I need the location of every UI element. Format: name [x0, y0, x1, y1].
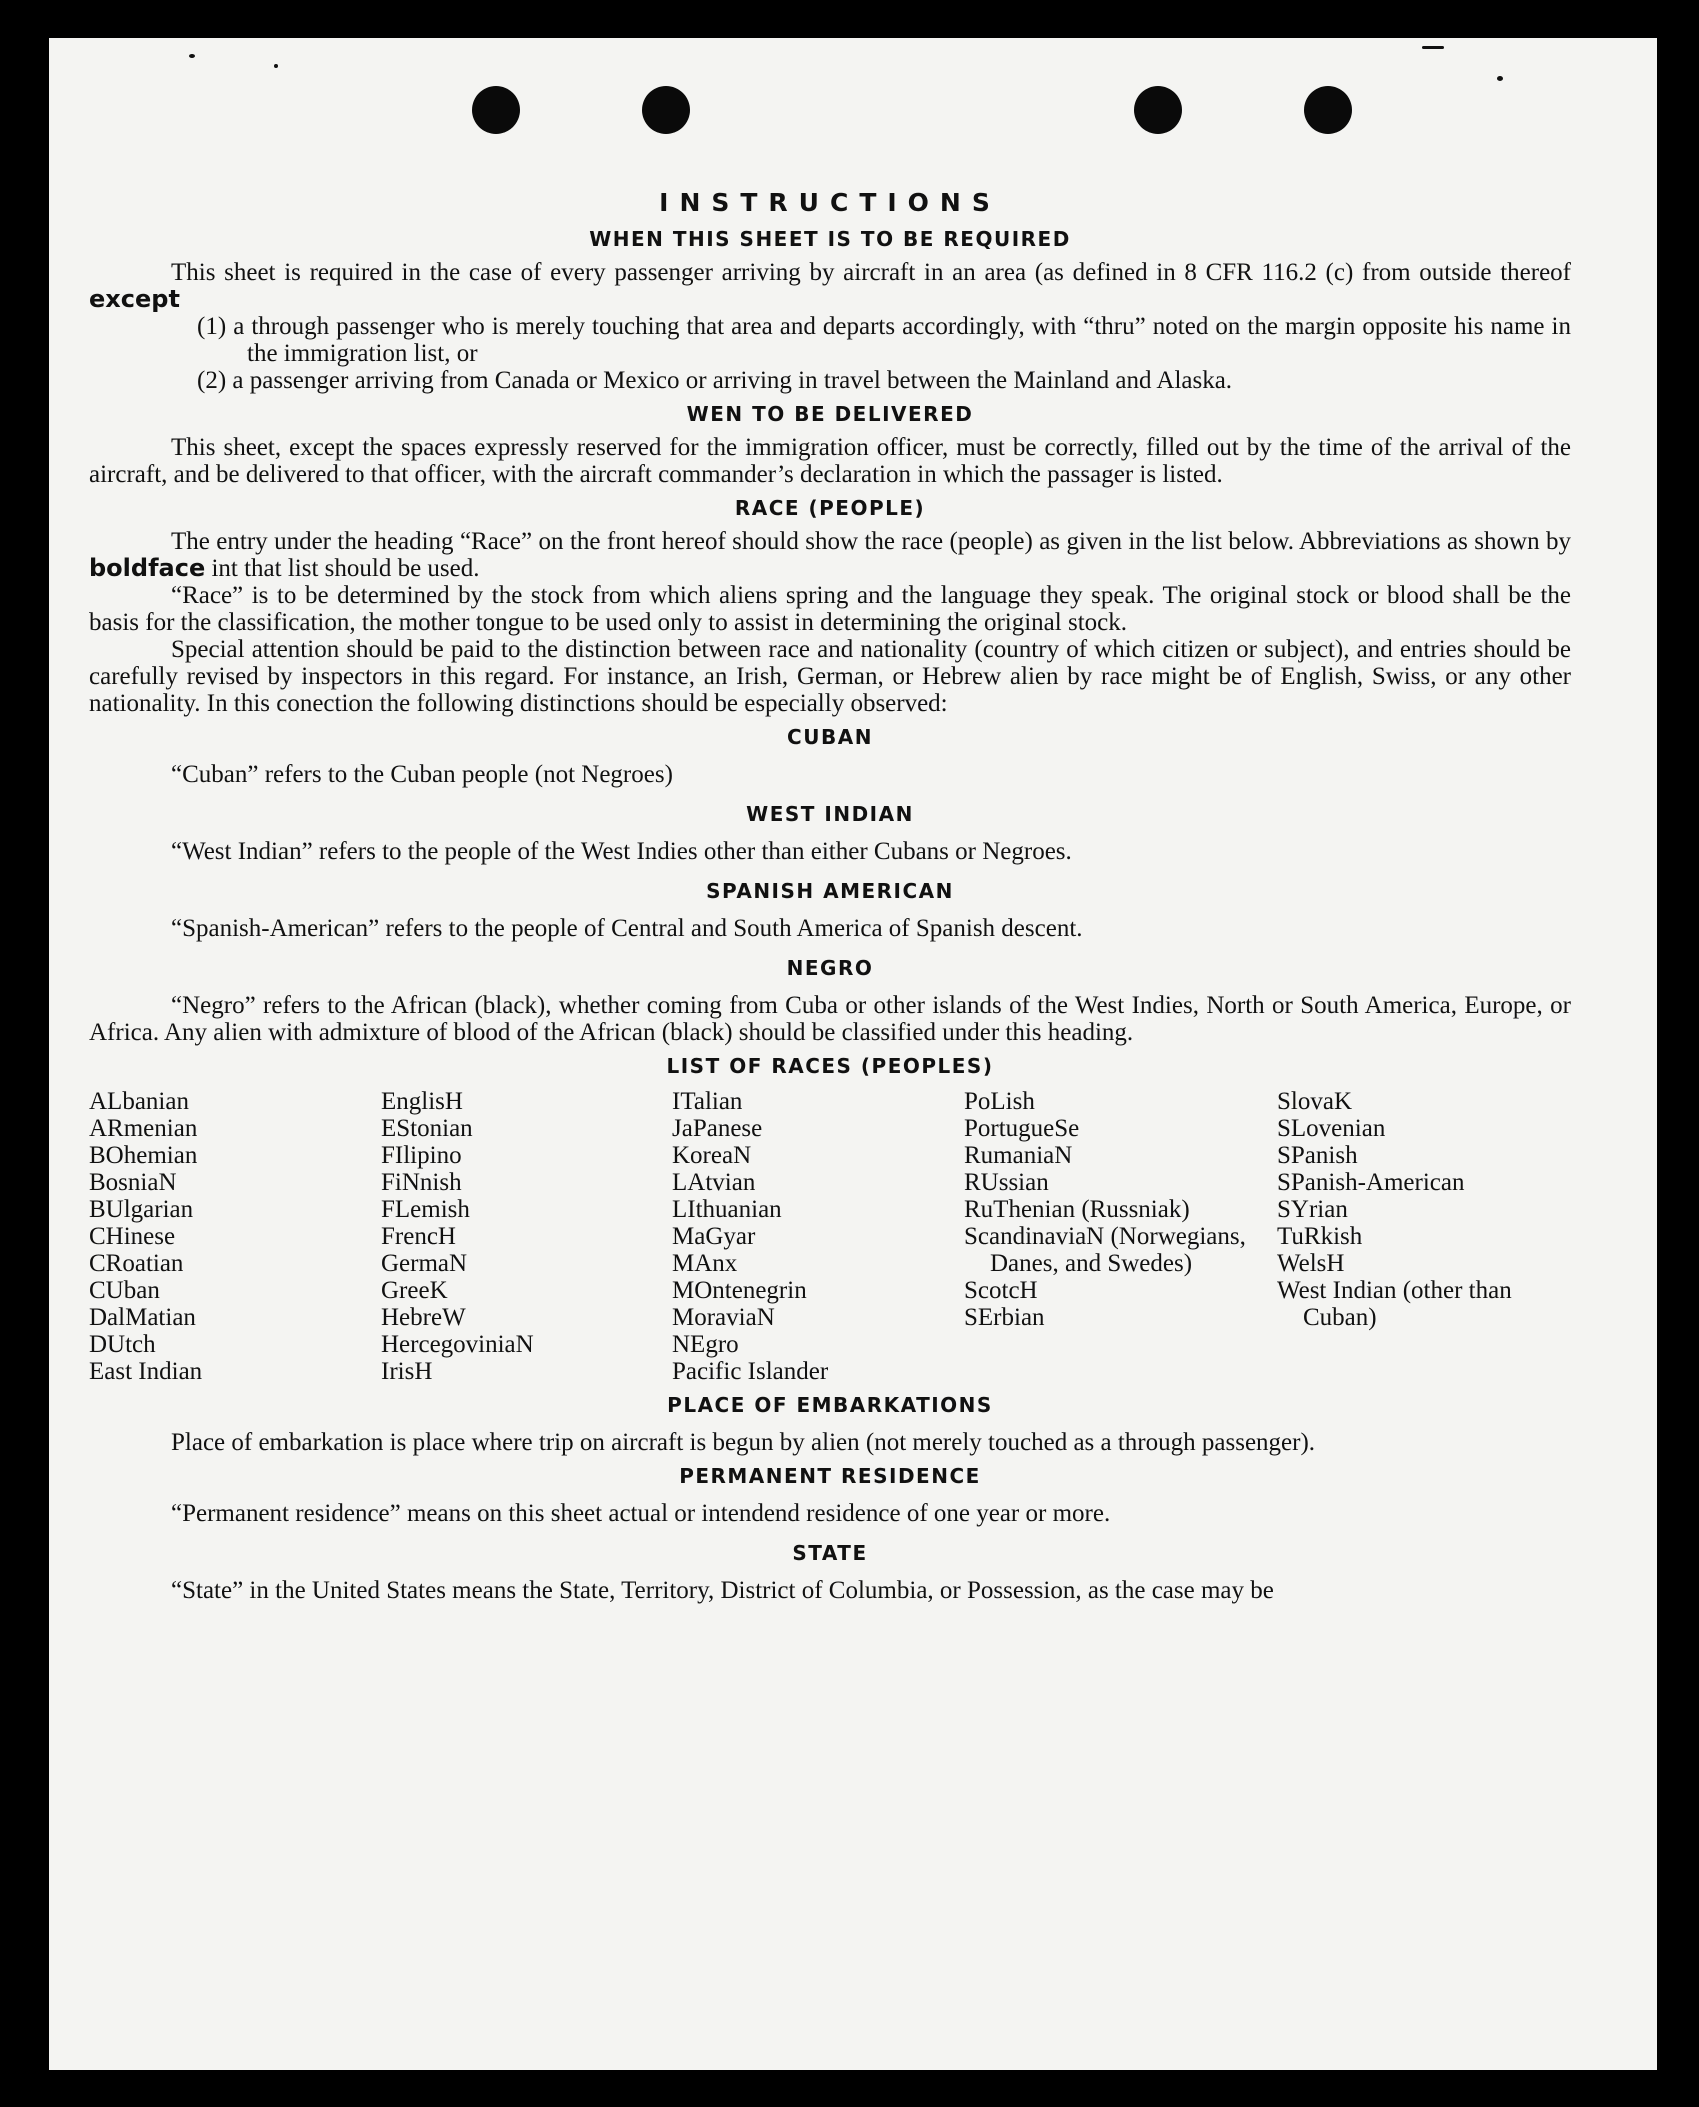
race-entry: NEgro: [672, 1331, 739, 1358]
race-entry: GreeK: [381, 1277, 448, 1304]
required-intro: [89, 259, 1571, 313]
section-heading-state: STATE: [792, 1541, 868, 1565]
punch-hole: [1134, 86, 1182, 134]
boldface-word: boldface: [89, 554, 206, 582]
west-indian-definition: “West Indian” refers to the people of the West Indies other than either Cubans or Negroes.: [171, 838, 1072, 865]
punch-hole: [472, 86, 520, 134]
scan-speck: [1422, 46, 1444, 49]
race-entry: SLovenian: [1277, 1115, 1386, 1142]
race-p1-part-a: The entry under the heading “Race” on the front hereof should show the race (people) as given in the list below. Abbreviations as shown by: [171, 528, 1571, 555]
race-entry: HebreW: [381, 1304, 466, 1331]
race-entry: DalMatian: [89, 1304, 196, 1331]
race-entry: CHinese: [89, 1223, 176, 1250]
section-heading-cuban: CUBAN: [787, 725, 873, 749]
except-word: except: [89, 285, 180, 313]
embarkation-definition: Place of embarkation is place where trip on aircraft is begun by alien (not merely touched as a through passenger).: [171, 1429, 1316, 1456]
race-entry: GermaN: [381, 1250, 468, 1277]
race-entry: FiNnish: [381, 1169, 462, 1196]
cuban-definition: “Cuban” refers to the Cuban people (not Negroes): [171, 761, 673, 788]
race-entry: LIthuanian: [672, 1196, 782, 1223]
race-entry: SlovaK: [1277, 1088, 1352, 1115]
state-definition: “State” in the United States means the State, Territory, District of Columbia, or Possession, as the case may be: [171, 1577, 1274, 1604]
delivered-text: This sheet, except the spaces expressly reserved for the immigration officer, must be correctly, filled out by the time of the arrival of the aircraft, and be delivered to that officer, with the aircraft commander’s declaration in which the passager is listed.: [89, 434, 1571, 488]
race-entry: MaGyar: [672, 1223, 756, 1250]
race-entry: KoreaN: [672, 1142, 752, 1169]
section-heading-required: WHEN THIS SHEET IS TO BE REQUIRED: [589, 227, 1071, 251]
race-list: [89, 1088, 1571, 1385]
scan-speck: [189, 54, 195, 58]
race-entry: WelsH: [1277, 1250, 1345, 1277]
race-entry: ScotcH: [964, 1277, 1038, 1304]
race-entry: BosniaN: [89, 1169, 177, 1196]
negro-definition: “Negro” refers to the African (black), whether coming from Cuba or other islands of the West Indies, North or South America, Europe, or Africa. Any alien with admixture of blood of the African (black) should be classified under this heading.: [89, 992, 1571, 1046]
scan-speck: [274, 64, 278, 68]
scan-speck: [1497, 76, 1503, 81]
race-entry: DUtch: [89, 1331, 156, 1358]
race-entry: PortugueSe: [964, 1115, 1080, 1142]
document-sheet: [49, 38, 1657, 2070]
race-paragraph-1: [89, 528, 1571, 582]
page-title: INSTRUCTIONS: [659, 188, 1001, 217]
race-entry: East Indian: [89, 1358, 203, 1385]
race-p1-part-c: int that list should be used.: [211, 555, 480, 582]
section-heading-races-list: LIST OF RACES (PEOPLES): [666, 1054, 994, 1078]
race-entry: BUlgarian: [89, 1196, 194, 1223]
section-heading-residence: PERMANENT RESIDENCE: [679, 1464, 981, 1488]
exception-item-1: (1) a through passenger who is merely touching that area and departs accordingly, with “thru” noted on the margin opposite his name in the immigration list, or: [197, 313, 1571, 367]
race-entry: FLemish: [381, 1196, 470, 1223]
race-entry: EnglisH: [381, 1088, 463, 1115]
exception-item-2: (2) a passenger arriving from Canada or Mexico or arriving in travel between the Mainland and Alaska.: [197, 367, 1233, 394]
race-entry: HercegoviniaN: [381, 1331, 534, 1358]
race-column-3: [672, 1088, 964, 1385]
race-entry: Pacific Islander: [672, 1358, 829, 1385]
race-paragraph-2: “Race” is to be determined by the stock from which aliens spring and the language they speak. The original stock or blood shall be the basis for the classification, the mother tongue to be used only to assist in determining the original stock.: [89, 582, 1571, 636]
race-column-2: [381, 1088, 672, 1385]
section-heading-spanish-american: SPANISH AMERICAN: [706, 879, 954, 903]
section-heading-race: RACE (PEOPLE): [734, 496, 926, 520]
race-entry: PoLish: [964, 1088, 1035, 1115]
race-entry: SPanish: [1277, 1142, 1358, 1169]
race-entry: West Indian (other than Cuban): [1277, 1277, 1512, 1331]
race-entry: EStonian: [381, 1115, 473, 1142]
race-entry: RuThenian (Russniak): [964, 1196, 1190, 1223]
spanish-american-definition: “Spanish-American” refers to the people of Central and South America of Spanish descent.: [171, 915, 1083, 942]
residence-definition: “Permanent residence” means on this sheet actual or intendend residence of one year or more.: [171, 1500, 1111, 1527]
race-entry: CUban: [89, 1277, 160, 1304]
instructions-content: [89, 188, 1571, 1604]
race-entry: RumaniaN: [964, 1142, 1073, 1169]
race-entry: JaPanese: [672, 1115, 763, 1142]
race-entry: CRoatian: [89, 1250, 184, 1277]
required-intro-text: This sheet is required in the case of every passenger arriving by aircraft in an area (as defined in 8 CFR 116.2 (c) from outside thereof: [171, 259, 1571, 286]
section-heading-west-indian: WEST INDIAN: [746, 802, 914, 826]
race-entry: IrisH: [381, 1358, 433, 1385]
race-entry: FrencH: [381, 1223, 456, 1250]
section-heading-delivered: WEN TO BE DELIVERED: [686, 402, 974, 426]
race-paragraph-3: Special attention should be paid to the distinction between race and nationality (country of which citizen or subject), and entries should be carefully revised by inspectors in this regard. For instance, an Irish, German, or Hebrew alien by race might be of English, Swiss, or any other nationality. In this conection the following distinctions should be especially observed:: [89, 636, 1571, 717]
race-entry: MOntenegrin: [672, 1277, 807, 1304]
race-entry: SErbian: [964, 1304, 1045, 1331]
section-heading-embarkation: PLACE OF EMBARKATIONS: [667, 1393, 993, 1417]
race-entry: ScandinaviaN (Norwegians, Danes, and Swedes): [964, 1223, 1246, 1277]
race-entry: RUssian: [964, 1169, 1049, 1196]
race-entry: FIlipino: [381, 1142, 462, 1169]
race-entry: SPanish-American: [1277, 1169, 1465, 1196]
punch-hole: [642, 86, 690, 134]
race-entry: ALbanian: [89, 1088, 189, 1115]
race-entry: SYrian: [1277, 1196, 1348, 1223]
race-column-4: [964, 1088, 1277, 1385]
race-entry: MAnx: [672, 1250, 738, 1277]
race-column-5: [1277, 1088, 1571, 1385]
race-entry: BOhemian: [89, 1142, 198, 1169]
race-entry: TuRkish: [1277, 1223, 1363, 1250]
punch-hole: [1304, 86, 1352, 134]
race-entry: LAtvian: [672, 1169, 756, 1196]
race-entry: ARmenian: [89, 1115, 198, 1142]
section-heading-negro: NEGRO: [786, 956, 874, 980]
race-entry: ITalian: [672, 1088, 743, 1115]
race-column-1: [89, 1088, 381, 1385]
race-entry: MoraviaN: [672, 1304, 775, 1331]
